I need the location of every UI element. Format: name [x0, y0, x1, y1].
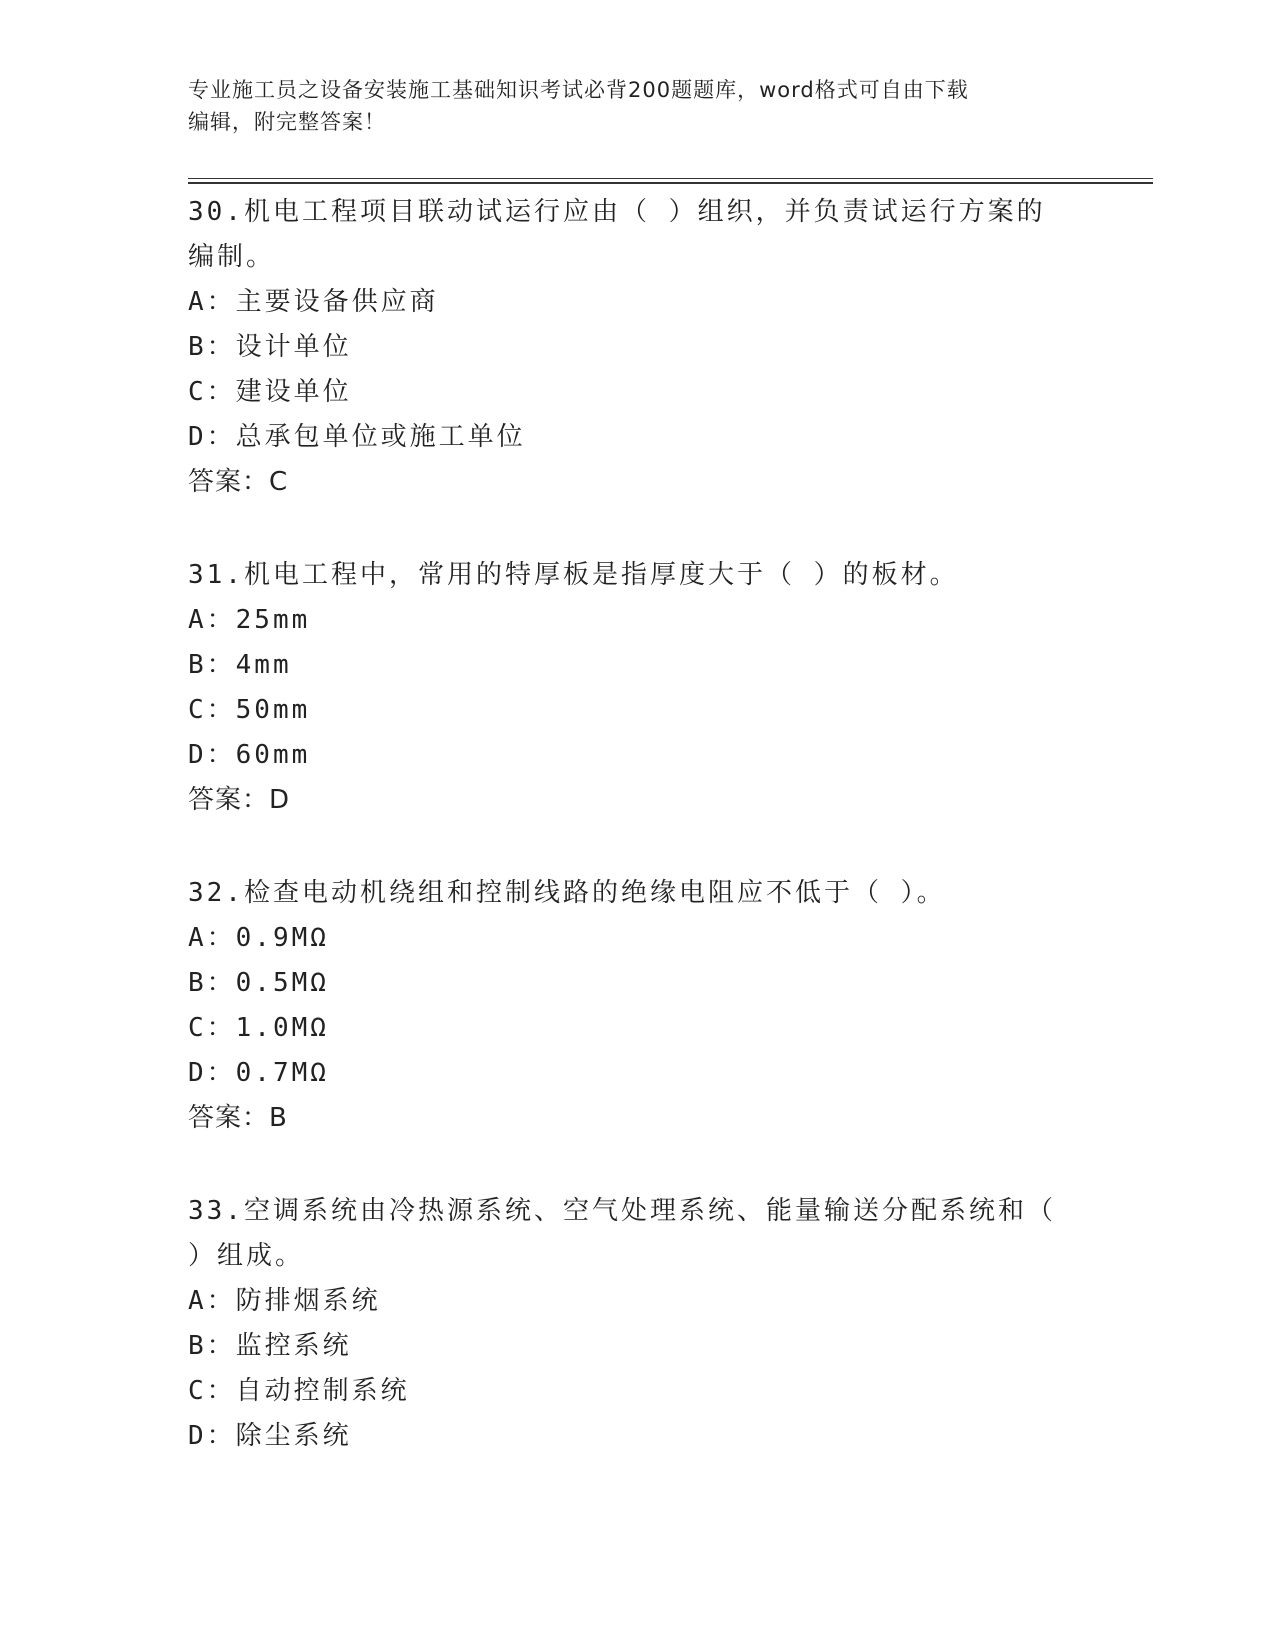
- question-30: [188, 190, 1068, 505]
- option-b: B：0.5MΩ: [188, 968, 329, 998]
- option-d: D：0.7MΩ: [188, 1058, 329, 1088]
- question-stem: 30.机电工程项目联动试运行应由（ ）组织，并负责试运行方案的编制。: [188, 197, 1046, 272]
- option-a: A：主要设备供应商: [188, 287, 439, 317]
- header-line-2: 编辑，附完整答案！: [188, 110, 386, 134]
- option-b: B：4mm: [188, 650, 292, 680]
- option-a: A：防排烟系统: [188, 1286, 381, 1316]
- header-divider-thin: [188, 178, 1153, 179]
- question-stem: 31.机电工程中，常用的特厚板是指厚度大于（ ）的板材。: [188, 560, 959, 590]
- option-d: D：60mm: [188, 740, 311, 770]
- option-d: D：总承包单位或施工单位: [188, 422, 526, 452]
- option-c: C：自动控制系统: [188, 1376, 410, 1406]
- option-c: C：建设单位: [188, 377, 352, 407]
- option-b: B：监控系统: [188, 1331, 352, 1361]
- header-divider-thick: [188, 182, 1153, 184]
- question-32: [188, 871, 1068, 1141]
- document-header: [188, 74, 1088, 138]
- answer-line: 答案：B: [188, 1103, 288, 1133]
- option-a: A：25mm: [188, 605, 311, 635]
- header-line-1: 专业施工员之设备安装施工基础知识考试必背200题题库，word格式可自由下载: [188, 78, 969, 102]
- answer-line: 答案：C: [188, 467, 289, 497]
- question-31: [188, 553, 1068, 823]
- option-c: C：1.0MΩ: [188, 1013, 329, 1043]
- question-stem: 33.空调系统由冷热源系统、空气处理系统、能量输送分配系统和（ ）组成。: [188, 1196, 1056, 1271]
- question-list: [188, 190, 1068, 1507]
- option-a: A：0.9MΩ: [188, 923, 329, 953]
- option-b: B：设计单位: [188, 332, 352, 362]
- option-d: D：除尘系统: [188, 1421, 352, 1451]
- answer-line: 答案：D: [188, 785, 291, 815]
- question-33: [188, 1189, 1068, 1459]
- question-stem: 32.检查电动机绕组和控制线路的绝缘电阻应不低于（ ）。: [188, 878, 946, 908]
- option-c: C：50mm: [188, 695, 311, 725]
